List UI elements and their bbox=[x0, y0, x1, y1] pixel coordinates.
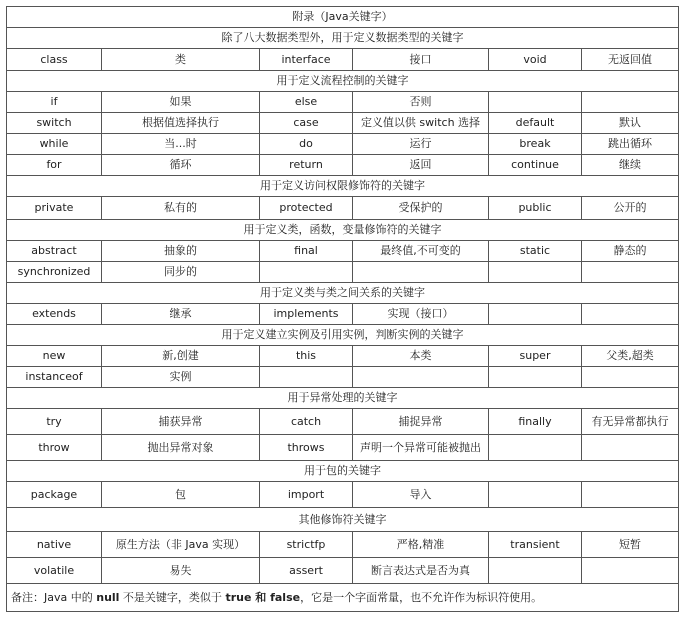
keyword-cell: assert bbox=[260, 558, 353, 584]
keyword-row bbox=[7, 346, 679, 367]
keyword-cell: for bbox=[7, 155, 102, 176]
table-title: 附录（Java关键字） bbox=[7, 7, 679, 28]
meaning-cell: 返回 bbox=[353, 155, 489, 176]
keyword-cell: catch bbox=[260, 409, 353, 435]
keyword-cell: void bbox=[489, 49, 582, 71]
section-heading: 用于定义类，函数，变量修饰符的关键字 bbox=[7, 220, 679, 241]
java-keywords-table bbox=[6, 6, 679, 612]
meaning-cell: 有无异常都执行 bbox=[582, 409, 679, 435]
meaning-cell bbox=[582, 92, 679, 113]
section-heading: 用于包的关键字 bbox=[7, 461, 679, 482]
keyword-cell: else bbox=[260, 92, 353, 113]
keyword-cell bbox=[260, 367, 353, 388]
keyword-cell: implements bbox=[260, 304, 353, 325]
meaning-cell: 父类,超类 bbox=[582, 346, 679, 367]
meaning-cell: 包 bbox=[102, 482, 260, 508]
keyword-cell: static bbox=[489, 241, 582, 262]
keyword-cell bbox=[489, 482, 582, 508]
meaning-cell: 易失 bbox=[102, 558, 260, 584]
keyword-cell bbox=[489, 367, 582, 388]
meaning-cell: 静态的 bbox=[582, 241, 679, 262]
keyword-cell: import bbox=[260, 482, 353, 508]
note-text: 不是关键字，类似于 bbox=[119, 590, 226, 604]
note-row bbox=[7, 584, 679, 612]
section-heading: 其他修饰符关键字 bbox=[7, 508, 679, 532]
keyword-cell: interface bbox=[260, 49, 353, 71]
section-heading: 用于定义流程控制的关键字 bbox=[7, 71, 679, 92]
keyword-cell: continue bbox=[489, 155, 582, 176]
note-text: ，它是一个字面常量，也不允许作为标识符使用。 bbox=[300, 590, 543, 604]
keyword-cell: try bbox=[7, 409, 102, 435]
keyword-cell bbox=[489, 435, 582, 461]
section-heading: 用于定义建立实例及引用实例，判断实例的关键字 bbox=[7, 325, 679, 346]
meaning-cell: 抽象的 bbox=[102, 241, 260, 262]
keyword-cell bbox=[489, 304, 582, 325]
keyword-row bbox=[7, 49, 679, 71]
meaning-cell: 受保护的 bbox=[353, 197, 489, 220]
section-heading-row bbox=[7, 508, 679, 532]
meaning-cell bbox=[582, 482, 679, 508]
keyword-cell: super bbox=[489, 346, 582, 367]
meaning-cell: 原生方法（非 Java 实现） bbox=[102, 532, 260, 558]
meaning-cell: 声明一个异常可能被抛出 bbox=[353, 435, 489, 461]
meaning-cell bbox=[582, 435, 679, 461]
keyword-row bbox=[7, 155, 679, 176]
keyword-row bbox=[7, 92, 679, 113]
keyword-cell: class bbox=[7, 49, 102, 71]
meaning-cell: 捕获异常 bbox=[102, 409, 260, 435]
section-heading-row bbox=[7, 28, 679, 49]
keyword-cell: public bbox=[489, 197, 582, 220]
title-row bbox=[7, 7, 679, 28]
section-heading: 除了八大数据类型外，用于定义数据类型的关键字 bbox=[7, 28, 679, 49]
meaning-cell: 新,创建 bbox=[102, 346, 260, 367]
meaning-cell: 接口 bbox=[353, 49, 489, 71]
meaning-cell: 严格,精准 bbox=[353, 532, 489, 558]
keyword-cell: return bbox=[260, 155, 353, 176]
section-heading-row bbox=[7, 220, 679, 241]
keyword-cell: synchronized bbox=[7, 262, 102, 283]
meaning-cell: 同步的 bbox=[102, 262, 260, 283]
meaning-cell: 运行 bbox=[353, 134, 489, 155]
keyword-cell: throws bbox=[260, 435, 353, 461]
keyword-row bbox=[7, 241, 679, 262]
keyword-cell: switch bbox=[7, 113, 102, 134]
meaning-cell: 私有的 bbox=[102, 197, 260, 220]
keyword-cell: volatile bbox=[7, 558, 102, 584]
keyword-row bbox=[7, 482, 679, 508]
meaning-cell: 跳出循环 bbox=[582, 134, 679, 155]
meaning-cell: 继承 bbox=[102, 304, 260, 325]
keyword-cell: transient bbox=[489, 532, 582, 558]
true-keyword: true bbox=[225, 590, 252, 604]
section-heading-row bbox=[7, 71, 679, 92]
section-heading-row bbox=[7, 461, 679, 482]
keyword-cell: case bbox=[260, 113, 353, 134]
keyword-row bbox=[7, 262, 679, 283]
keyword-cell bbox=[489, 92, 582, 113]
keyword-row bbox=[7, 113, 679, 134]
keyword-cell: private bbox=[7, 197, 102, 220]
meaning-cell: 继续 bbox=[582, 155, 679, 176]
keyword-cell bbox=[260, 262, 353, 283]
keyword-cell: break bbox=[489, 134, 582, 155]
keyword-cell: protected bbox=[260, 197, 353, 220]
keyword-row bbox=[7, 304, 679, 325]
meaning-cell bbox=[582, 367, 679, 388]
keyword-cell: native bbox=[7, 532, 102, 558]
keyword-cell: package bbox=[7, 482, 102, 508]
meaning-cell bbox=[582, 558, 679, 584]
and-word: 和 bbox=[251, 590, 271, 604]
keyword-row bbox=[7, 409, 679, 435]
keyword-cell: abstract bbox=[7, 241, 102, 262]
meaning-cell: 断言表达式是否为真 bbox=[353, 558, 489, 584]
meaning-cell bbox=[353, 367, 489, 388]
section-heading-row bbox=[7, 325, 679, 346]
meaning-cell: 捕捉异常 bbox=[353, 409, 489, 435]
section-heading-row bbox=[7, 283, 679, 304]
meaning-cell bbox=[582, 304, 679, 325]
meaning-cell: 否则 bbox=[353, 92, 489, 113]
keyword-row bbox=[7, 367, 679, 388]
meaning-cell: 本类 bbox=[353, 346, 489, 367]
keyword-cell: final bbox=[260, 241, 353, 262]
keyword-cell: new bbox=[7, 346, 102, 367]
meaning-cell: 根据值选择执行 bbox=[102, 113, 260, 134]
section-heading: 用于定义访问权限修饰符的关键字 bbox=[7, 176, 679, 197]
section-heading-row bbox=[7, 176, 679, 197]
meaning-cell: 导入 bbox=[353, 482, 489, 508]
keyword-cell: extends bbox=[7, 304, 102, 325]
meaning-cell bbox=[353, 262, 489, 283]
keyword-cell: while bbox=[7, 134, 102, 155]
meaning-cell bbox=[582, 262, 679, 283]
meaning-cell: 如果 bbox=[102, 92, 260, 113]
section-heading: 用于定义类与类之间关系的关键字 bbox=[7, 283, 679, 304]
keyword-cell: throw bbox=[7, 435, 102, 461]
note-text: 备注：Java 中的 bbox=[11, 590, 97, 604]
keyword-row bbox=[7, 532, 679, 558]
meaning-cell: 默认 bbox=[582, 113, 679, 134]
meaning-cell: 定义值以供 switch 选择 bbox=[353, 113, 489, 134]
keyword-cell: finally bbox=[489, 409, 582, 435]
keyword-row bbox=[7, 134, 679, 155]
meaning-cell: 循环 bbox=[102, 155, 260, 176]
keyword-cell bbox=[489, 262, 582, 283]
meaning-cell: 最终值,不可变的 bbox=[353, 241, 489, 262]
meaning-cell: 类 bbox=[102, 49, 260, 71]
keyword-row bbox=[7, 197, 679, 220]
keyword-row bbox=[7, 558, 679, 584]
meaning-cell: 实现（接口） bbox=[353, 304, 489, 325]
keyword-row bbox=[7, 435, 679, 461]
meaning-cell: 抛出异常对象 bbox=[102, 435, 260, 461]
keyword-cell: strictfp bbox=[260, 532, 353, 558]
false-keyword: false bbox=[270, 590, 301, 604]
meaning-cell: 当...时 bbox=[102, 134, 260, 155]
keyword-cell: this bbox=[260, 346, 353, 367]
section-heading-row bbox=[7, 388, 679, 409]
keyword-cell: if bbox=[7, 92, 102, 113]
keyword-cell: instanceof bbox=[7, 367, 102, 388]
footnote bbox=[7, 584, 679, 612]
keyword-cell: do bbox=[260, 134, 353, 155]
keyword-cell: default bbox=[489, 113, 582, 134]
section-heading: 用于异常处理的关键字 bbox=[7, 388, 679, 409]
meaning-cell: 无返回值 bbox=[582, 49, 679, 71]
keyword-cell bbox=[489, 558, 582, 584]
meaning-cell: 实例 bbox=[102, 367, 260, 388]
null-keyword: null bbox=[96, 590, 120, 604]
meaning-cell: 公开的 bbox=[582, 197, 679, 220]
meaning-cell: 短暂 bbox=[582, 532, 679, 558]
